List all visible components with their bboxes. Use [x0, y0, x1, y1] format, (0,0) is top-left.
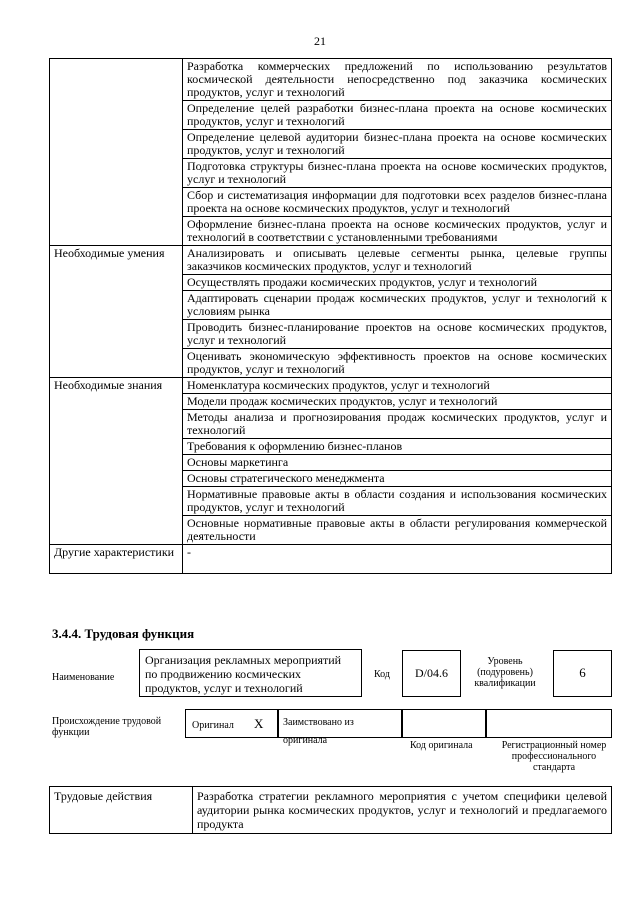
- level-label: Уровень (подуровень) квалификации: [474, 656, 536, 689]
- table-cell: Определение целевой аудитории бизнес-плана проекта на основе космических продуктов, услуг и технологий: [183, 130, 612, 159]
- table-cell: Номенклатура космических продуктов, услуг и технологий: [183, 378, 612, 394]
- borrowed-label: Заимствовано из оригинала: [283, 717, 354, 746]
- table-cell: Подготовка структуры бизнес-плана проекта на основе космических продуктов, услуг и технологий: [183, 159, 612, 188]
- table-cell: Оформление бизнес-плана проекта на основе космических продуктов, услуг и технологий в соответствии с установленными требованиями: [183, 217, 612, 246]
- table-row: [50, 59, 612, 101]
- table-cell: Основы стратегического менеджмента: [183, 471, 612, 487]
- row-label: Необходимые умения: [50, 246, 183, 378]
- table-cell: Анализировать и описывать целевые сегменты рынка, целевые группы заказчиков космических продуктов, услуг и технологий: [183, 246, 612, 275]
- code-label: Код: [374, 669, 390, 680]
- table-cell: Нормативные правовые акты в области создания и использования космических продуктов, услуг и технологий: [183, 487, 612, 516]
- level-value: 6: [579, 665, 586, 680]
- borrowed-box: [278, 709, 402, 746]
- table-row: [50, 246, 612, 275]
- origin-code-label: Код оригинала: [410, 740, 473, 751]
- section-heading: 3.4.4. Трудовая функция: [52, 626, 195, 641]
- original-box: [185, 709, 278, 738]
- actions-table: [49, 786, 612, 834]
- table-cell: Осуществлять продажи космических продуктов, услуг и технологий: [183, 275, 612, 291]
- table-row: [50, 378, 612, 394]
- row-label: Другие характеристики: [50, 545, 183, 574]
- requirements-table: [49, 58, 612, 574]
- table-cell: -: [183, 545, 612, 574]
- function-name-value: Организация рекламных мероприятий по продвижению космических продуктов, услуг и технологий: [145, 653, 342, 695]
- table-cell: Основные нормативные правовые акты в области регулирования коммерческой деятельности: [183, 516, 612, 545]
- table-cell: Основы маркетинга: [183, 455, 612, 471]
- table-cell: Методы анализа и прогнозирования продаж космических продуктов, услуг и технологий: [183, 410, 612, 439]
- code-value-box: [402, 650, 461, 697]
- table-cell: Требования к оформлению бизнес-планов: [183, 439, 612, 455]
- table-cell: Проводить бизнес-планирование проектов на основе космических продуктов, услуг и технологий: [183, 320, 612, 349]
- name-label: Наименование: [52, 672, 115, 683]
- table-cell: Разработка коммерческих предложений по использованию результатов космической деятельности непосредственно под заказчика космических продуктов, услуг и технологий: [183, 59, 612, 101]
- code-value: D/04.6: [415, 666, 448, 680]
- page-number: 21: [314, 34, 326, 48]
- table-row: [50, 787, 612, 834]
- table-row: [50, 545, 612, 574]
- original-label: Оригинал: [192, 720, 234, 731]
- row-label: [50, 59, 183, 246]
- reg-number-label: Регистрационный номер профессионального стандарта: [501, 740, 607, 773]
- table-cell: Модели продаж космических продуктов, услуг и технологий: [183, 394, 612, 410]
- level-value-box: [553, 650, 612, 697]
- origin-label: Происхождение трудовой функции: [52, 716, 162, 738]
- table-cell: Оценивать экономическую эффективность проектов на основе космических продуктов, услуг и технологий: [183, 349, 612, 378]
- function-name-box: [139, 649, 362, 697]
- table-cell: Адаптировать сценарии продаж космических продуктов, услуг и технологий к условиям рынка: [183, 291, 612, 320]
- action-cell: Разработка стратегии рекламного мероприятия с учетом специфики целевой аудитории рынка космических продуктов, услуг и технологий и предлагаемого продукта: [193, 787, 612, 834]
- origin-code-box: [402, 709, 486, 738]
- table-cell: Сбор и систематизация информации для подготовки всех разделов бизнес-плана проекта на основе космических продуктов, услуг и технологий: [183, 188, 612, 217]
- original-mark: X: [254, 716, 264, 731]
- row-label: Необходимые знания: [50, 378, 183, 545]
- actions-label: Трудовые действия: [50, 787, 193, 834]
- reg-number-box: [486, 709, 612, 738]
- table-cell: Определение целей разработки бизнес-плана проекта на основе космических продуктов, услуг и технологий: [183, 101, 612, 130]
